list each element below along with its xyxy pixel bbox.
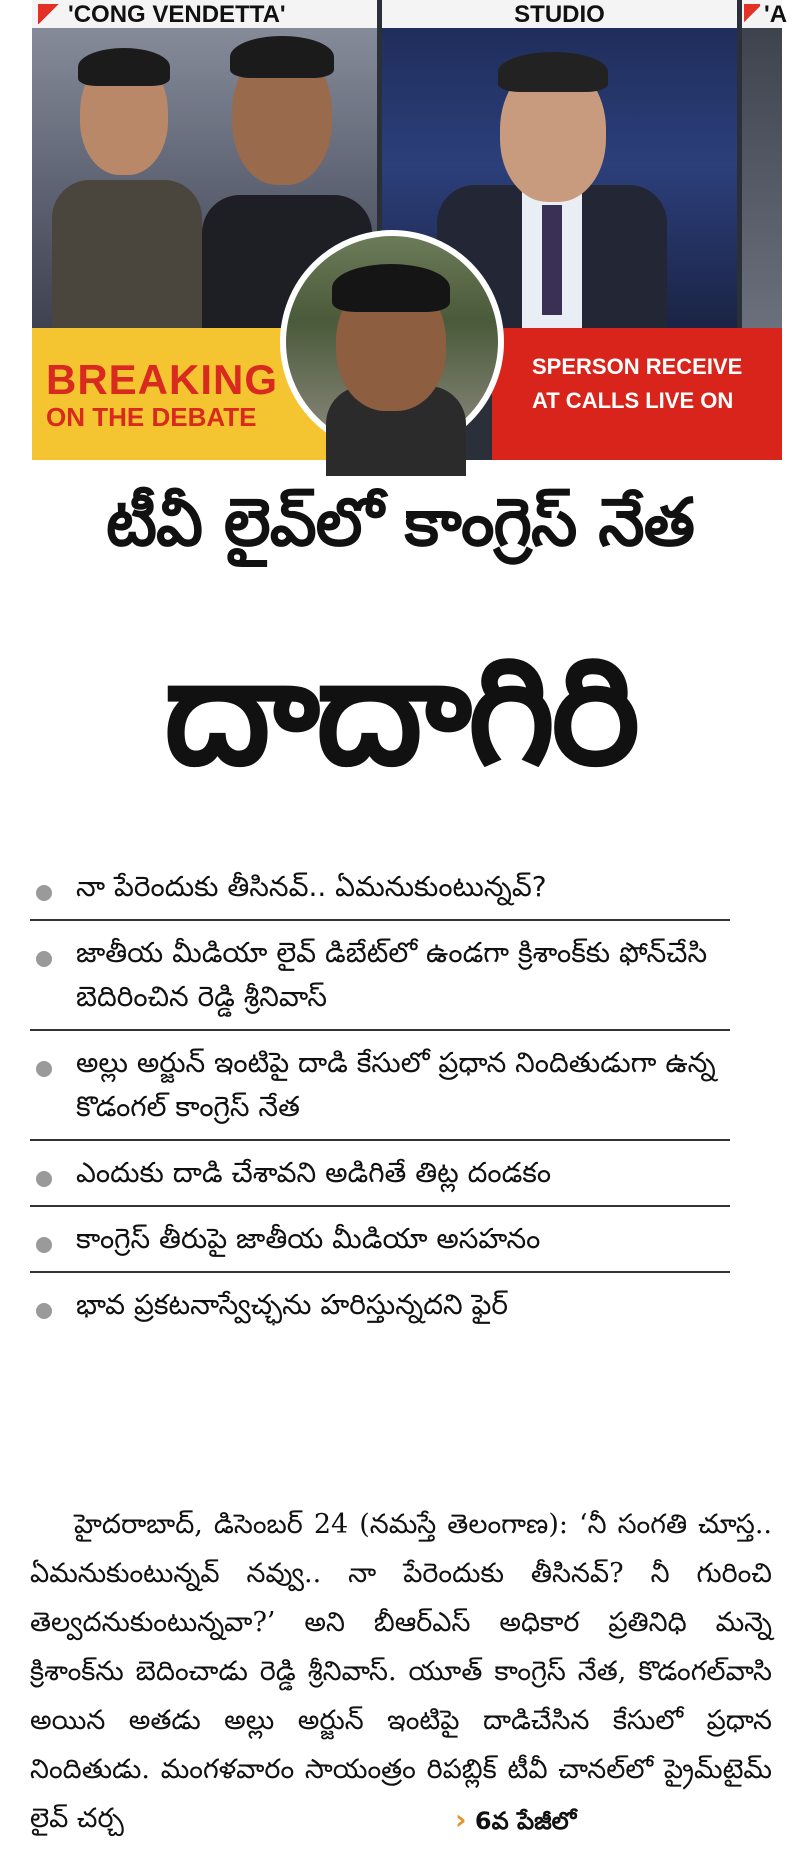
channel-tag-studio: STUDIO bbox=[382, 0, 737, 28]
news-photo bbox=[32, 0, 788, 460]
bullet-dot-icon bbox=[36, 1303, 52, 1319]
bullet-dot-icon bbox=[36, 885, 52, 901]
flag-icon bbox=[38, 4, 60, 24]
channel-tag-partial: 'A bbox=[742, 0, 782, 28]
highlights-list bbox=[30, 855, 730, 1337]
highlight-item: కాంగ్రెస్ తీరుపై జాతీయ మీడియా అసహనం bbox=[30, 1207, 730, 1273]
debate-label: ON THE DEBATE bbox=[46, 402, 257, 432]
flag-icon bbox=[744, 4, 760, 24]
headline-line-1: టీవీ లైవ్‌లో కాంగ్రెస్ నేత bbox=[106, 484, 694, 561]
channel-tag-cong-vendetta: 'CONG VENDETTA' bbox=[32, 0, 377, 28]
bullet-dot-icon bbox=[36, 1237, 52, 1253]
ticker-line-1: SPERSON RECEIVE bbox=[532, 354, 743, 379]
highlight-item: ఎందుకు దాడి చేశావని అడిగితే తిట్ల దండకం bbox=[30, 1141, 730, 1207]
photo-panel-right bbox=[742, 0, 782, 330]
highlight-item: నా పేరెందుకు తీసినవ్.. ఏమనుకుంటున్నవ్? bbox=[30, 855, 730, 921]
highlight-item: జాతీయ మీడియా లైవ్ డిబేట్‌లో ఉండగా క్రిశాంక్‌కు ఫోన్‌చేసి బెదిరించిన రెడ్డి శ్రీనివాస్ bbox=[30, 921, 730, 1031]
article-body: హైదరాబాద్, డిసెంబర్ 24 (నమస్తే తెలంగాణ): ‘నీ సంగతి చూస్త.. ఏమనుకుంటున్నవ్ నవ్వు.. నా పేరెందుకు తీసినవ్? నీ గురించి తెల్వదనుకుంటున్నవా?’ అని బీఆర్‌ఎస్ అధికార ప్రతినిధి మన్నె క్రిశాంక్‌ను బెదించాడు రెడ్డి శ్రీనివాస్. యూత్ కాంగ్రెస్ నేత, కొడంగల్‌వాసి అయిన అతడు అల్లు అర్జున్ ఇంటిపై దాడిచేసిన కేసులో ప్రధాన నిందితుడు. మంగళవారం సాయంత్రం రిపబ్లిక్ టీవీ చానల్‌లో ప్రైమ్‌టైమ్ లైవ్ చర్చ bbox=[30, 1509, 772, 1834]
continued-on-page: › 6వ పేజీలో bbox=[455, 1803, 577, 1836]
ticker-line-2: AT CALLS LIVE ON bbox=[532, 388, 734, 413]
ticker-banner bbox=[492, 328, 782, 460]
highlight-item: అల్లు అర్జున్ ఇంటిపై దాడి కేసులో ప్రధాన నిందితుడుగా ఉన్న కొడంగల్ కాంగ్రెస్ నేత bbox=[30, 1031, 730, 1141]
breaking-label: BREAKING bbox=[46, 356, 279, 403]
headline-line-2: దాదాగిరి bbox=[163, 625, 637, 799]
chevron-right-icon: › bbox=[455, 1803, 467, 1836]
inset-portrait bbox=[280, 230, 504, 454]
bullet-dot-icon bbox=[36, 1171, 52, 1187]
bullet-dot-icon bbox=[36, 1061, 52, 1077]
highlight-item: భావ ప్రకటనాస్వేచ్ఛను హరిస్తున్నదని ఫైర్ bbox=[30, 1273, 730, 1337]
bullet-dot-icon bbox=[36, 951, 52, 967]
